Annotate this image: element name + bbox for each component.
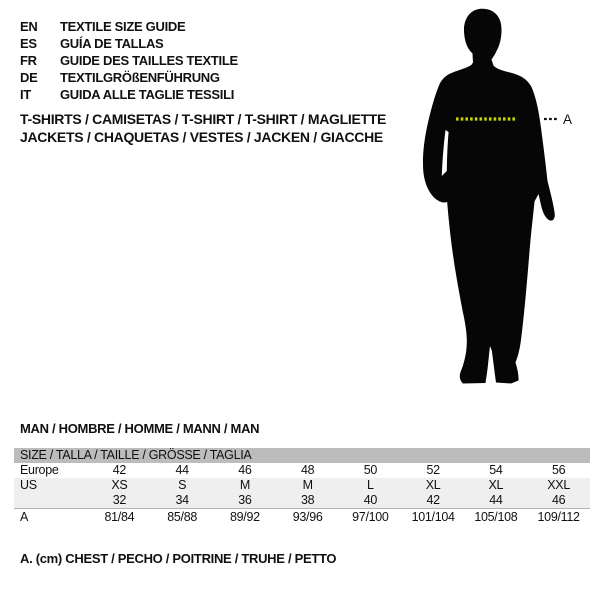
lang-label: GUIDE DES TAILLES TEXTILE — [60, 53, 238, 68]
cell: 54 — [489, 463, 503, 477]
lang-code: ES — [20, 36, 37, 51]
lang-code: EN — [20, 19, 38, 34]
cell: XS — [111, 478, 128, 492]
row-label: Europe — [20, 463, 59, 477]
cell: 93/96 — [292, 510, 323, 524]
measure-label-a: A — [563, 112, 572, 127]
cell: 44 — [175, 463, 189, 477]
lang-label: GUIDA ALLE TAGLIE TESSILI — [60, 87, 235, 102]
cell: 56 — [551, 463, 566, 477]
lang-row-en — [20, 18, 238, 35]
man-silhouette — [423, 9, 555, 384]
lang-label: TEXTILGRÖßENFÜHRUNG — [60, 70, 220, 85]
lang-code: FR — [20, 53, 37, 68]
cell: M — [239, 478, 250, 492]
cell: 34 — [175, 493, 189, 507]
man-figure — [395, 0, 600, 400]
language-list — [20, 18, 238, 103]
cell: 85/88 — [167, 510, 198, 524]
category-tshirts: T-SHIRTS / CAMISETAS / T-SHIRT / T-SHIRT / MAGLIETTE — [20, 111, 387, 127]
cell: 50 — [363, 463, 378, 477]
lang-label: TEXTILE SIZE GUIDE — [60, 19, 186, 34]
section-title-man: MAN / HOMBRE / HOMME / MANN / MAN — [20, 421, 260, 436]
cell: L — [367, 478, 374, 492]
row-label: US — [20, 478, 37, 492]
cell: 109/112 — [537, 510, 580, 524]
cell: 36 — [238, 493, 252, 507]
cell: 46 — [238, 463, 252, 477]
cell: 42 — [426, 493, 440, 507]
row-label — [14, 493, 88, 508]
cell: XXL — [547, 478, 570, 492]
cell: 40 — [363, 493, 378, 507]
category-jackets: JACKETS / CHAQUETAS / VESTES / JACKEN / GIACCHE — [20, 128, 383, 145]
cell: 42 — [112, 463, 127, 477]
cell: 46 — [551, 493, 566, 507]
lang-row-it — [20, 86, 238, 103]
category-headings — [20, 111, 386, 146]
table-row-us — [14, 478, 590, 493]
cell: 48 — [300, 463, 315, 477]
cell: XL — [425, 478, 441, 492]
cell: 89/92 — [229, 510, 260, 524]
measurement-footnote: A. (cm) CHEST / PECHO / POITRINE / TRUHE / PETTO — [20, 551, 337, 566]
cell: 97/100 — [352, 510, 389, 524]
lang-row-de — [20, 69, 238, 86]
cell: 101/104 — [411, 510, 455, 524]
cell: 81/84 — [104, 510, 135, 524]
lang-code: IT — [20, 87, 31, 102]
table-header: SIZE / TALLA / TAILLE / GRÖSSE / TAGLIA — [14, 448, 590, 463]
cell: 38 — [300, 493, 315, 507]
lang-code: DE — [20, 70, 38, 85]
cell: XL — [488, 478, 504, 492]
table-row-uk — [14, 493, 590, 508]
row-label: A — [20, 510, 29, 524]
lang-row-es — [20, 35, 238, 52]
lang-row-fr — [20, 52, 238, 69]
lang-label: GUÍA DE TALLAS — [60, 36, 164, 51]
size-table — [14, 448, 590, 525]
table-row-chest — [14, 508, 590, 525]
table-row-europe — [14, 463, 590, 478]
cell: 52 — [426, 463, 440, 477]
cell: 105/108 — [474, 510, 518, 524]
cell: S — [178, 478, 187, 492]
cell: 44 — [489, 493, 503, 507]
cell: 32 — [112, 493, 127, 507]
cell: M — [302, 478, 313, 492]
